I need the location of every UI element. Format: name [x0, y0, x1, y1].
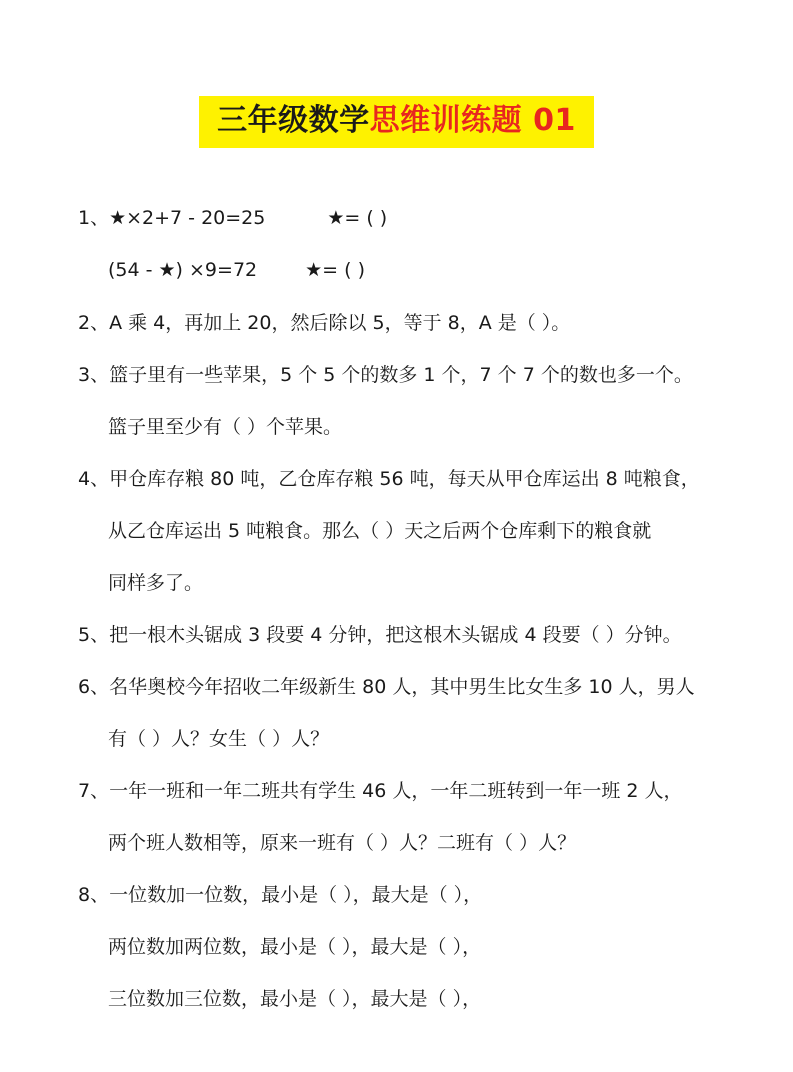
question-6-line-2: 有（ ）人？女生（ ）人？	[108, 728, 330, 750]
title-part-black: 三年级数学	[217, 103, 370, 138]
question-3-line-1: 3、篮子里有一些苹果，5 个 5 个的数多 1 个，7 个 7 个的数也多一个。	[78, 364, 693, 386]
question-4-line-3: 同样多了。	[108, 572, 204, 594]
title-part-red: 思维训练题 01	[369, 103, 576, 138]
question-8-line-2: 两位数加两位数，最小是（ ），最大是（ ），	[108, 936, 482, 958]
question-1-line-1	[78, 205, 387, 231]
title-banner	[0, 96, 793, 148]
question-4-line-1: 4、甲仓库存粮 80 吨，乙仓库存粮 56 吨，每天从甲仓库运出 8 吨粮食，	[78, 468, 700, 490]
question-1-line-2	[108, 257, 365, 283]
question-7-line-2: 两个班人数相等，原来一班有（ ）人？二班有（ ）人？	[108, 832, 577, 854]
question-4-line-2: 从乙仓库运出 5 吨粮食。那么（ ）天之后两个仓库剩下的粮食就	[108, 520, 652, 542]
question-8-line-3: 三位数加三位数，最小是（ ），最大是（ ），	[108, 988, 482, 1010]
question-1-answer-1: ★= ( )	[327, 207, 388, 229]
question-3-line-2: 篮子里至少有（ ）个苹果。	[108, 416, 343, 438]
question-1-answer-2: ★= ( )	[305, 259, 365, 281]
question-6-line-1: 6、名华奥校今年招收二年级新生 80 人，其中男生比女生多 10 人，男人	[78, 676, 695, 698]
question-1-equation-1: 1、★×2+7 - 20=25	[78, 207, 266, 229]
question-8-line-1: 8、一位数加一位数，最小是（ ），最大是（ ），	[78, 884, 483, 906]
question-5-line-1: 5、把一根木头锯成 3 段要 4 分钟，把这根木头锯成 4 段要（ ）分钟。	[78, 624, 682, 646]
question-1-equation-2: (54 - ★) ×9=72	[108, 259, 258, 281]
question-7-line-1: 7、一年一班和一年二班共有学生 46 人，一年二班转到一年一班 2 人，	[78, 780, 683, 802]
page-title	[199, 96, 594, 148]
question-2-line-1: 2、A 乘 4，再加上 20，然后除以 5，等于 8，A 是（ ）。	[78, 312, 571, 334]
